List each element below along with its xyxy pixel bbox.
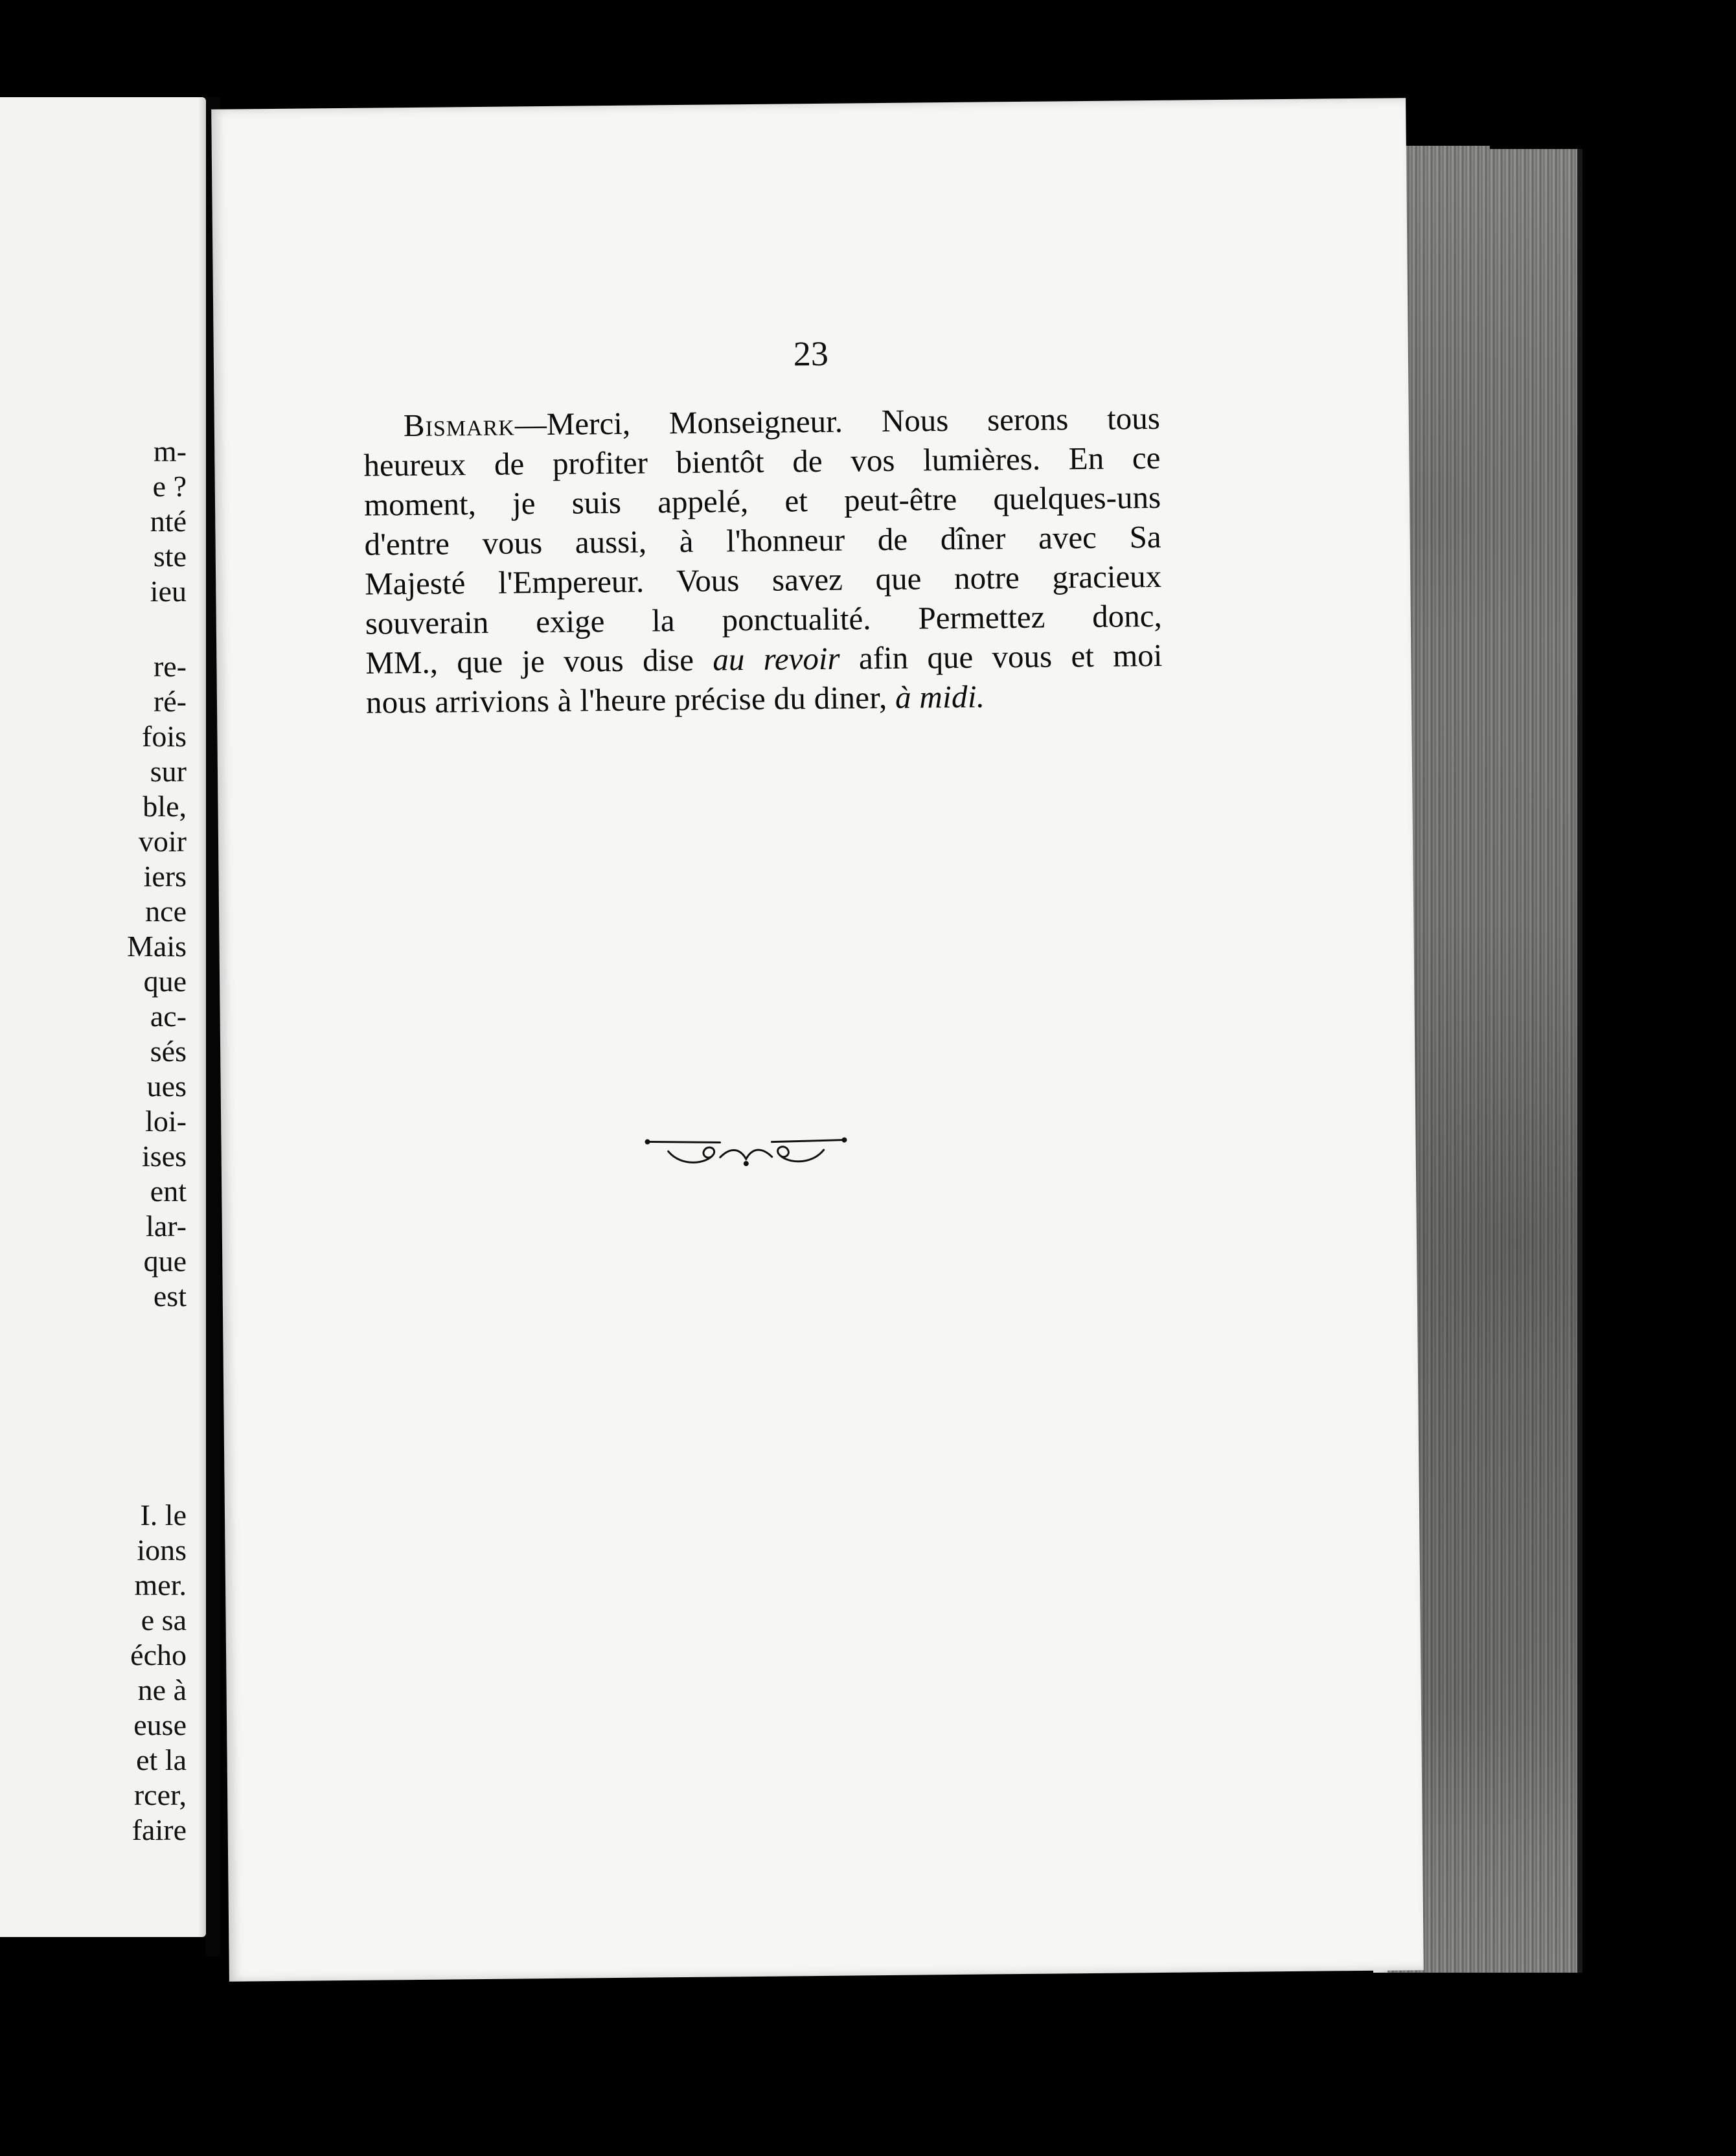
text-segment: afin que vous et moi (839, 637, 1163, 676)
previous-page-line: ent (150, 1175, 187, 1208)
speaker-name: Bismark (403, 406, 516, 444)
previous-page-line: rcer, (133, 1778, 187, 1811)
main-page (211, 98, 1424, 1982)
text-line-content: —Merci, Monseigneur. Nous serons tous (514, 400, 1161, 442)
previous-page-line: ues (146, 1070, 187, 1103)
previous-page-line: nce (145, 895, 187, 928)
previous-page-line: euse (133, 1708, 187, 1741)
text-line: Majesté l'Empereur. Vous savez que notre gracieux (364, 558, 1162, 602)
background-corner (1490, 0, 1736, 149)
text-line: heureux de profiter bientôt de vos lumières. En ce (363, 439, 1161, 483)
text-line: d'entre vous aussi, à l'honneur de dîner avec Sa (364, 518, 1161, 562)
text-line: moment, je suis appelé, et peut-être quelques-uns (363, 479, 1161, 523)
previous-page-line: sés (150, 1035, 187, 1068)
text-segment: MM., que je vous dise (365, 641, 713, 681)
page-number: 23 (793, 334, 829, 374)
previous-page-line: I. le (140, 1498, 187, 1531)
italic-phrase: à midi. (895, 678, 985, 715)
previous-page-line: ble, (143, 790, 187, 823)
decorative-flourish (642, 1127, 850, 1181)
previous-page-line: iers (143, 860, 187, 893)
previous-page-line: sur (150, 755, 187, 788)
speech-paragraph (363, 398, 1163, 722)
previous-page-line: ne à (137, 1673, 187, 1706)
previous-page-line: re- (153, 650, 187, 683)
previous-page-line: fois (142, 720, 187, 753)
previous-page-line: nté (150, 505, 187, 538)
previous-page-line: ions (137, 1533, 187, 1566)
previous-page-line: écho (130, 1638, 187, 1671)
previous-page-line: e ? (152, 470, 187, 503)
previous-page-line: ste (153, 540, 187, 573)
previous-page-line: voir (138, 825, 187, 858)
previous-page-line: e sa (141, 1603, 187, 1636)
previous-page-line: ac- (150, 1000, 187, 1033)
text-segment: nous arrivions à l'heure précise du diner, (365, 679, 896, 720)
previous-page-line: faire (131, 1813, 187, 1846)
previous-page-line: que (143, 1244, 187, 1278)
previous-page-line: m- (153, 435, 187, 468)
previous-page-line: que (143, 965, 187, 998)
text-line (366, 675, 1163, 722)
previous-page-line: et la (136, 1743, 187, 1776)
previous-page-line: Mais (127, 930, 187, 963)
italic-phrase: au revoir (713, 640, 840, 678)
previous-page-text (0, 97, 206, 1937)
previous-page-line: mer. (134, 1568, 187, 1601)
previous-page-fragment (0, 97, 206, 1937)
previous-page-line: ieu (150, 575, 187, 608)
previous-page-line: ré- (153, 685, 187, 718)
text-line: souverain exige la ponctualité. Permettez donc, (365, 597, 1163, 641)
text-line (365, 636, 1163, 683)
previous-page-line: est (153, 1279, 187, 1313)
previous-page-line: ises (142, 1140, 187, 1173)
previous-page-line: loi- (145, 1105, 187, 1138)
previous-page-line: lar- (146, 1210, 187, 1243)
